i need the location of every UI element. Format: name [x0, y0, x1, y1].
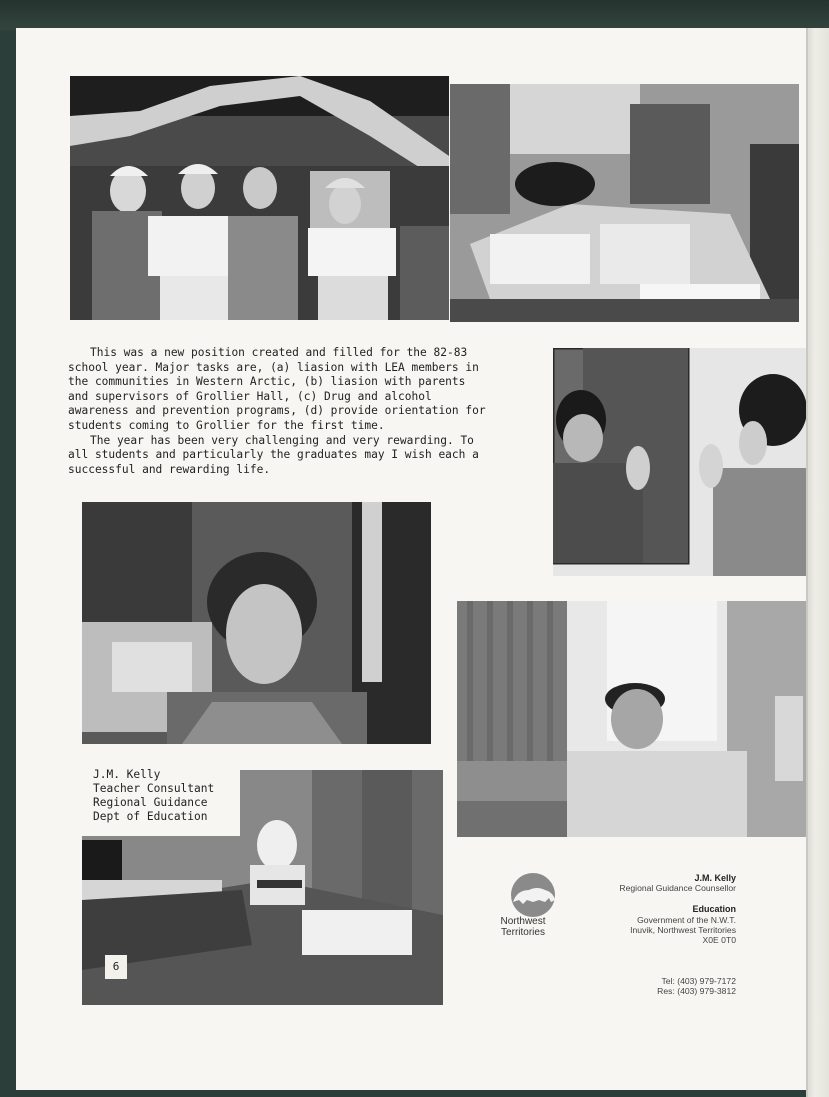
photo-man-by-window [457, 601, 806, 837]
card-res: Res: (403) 979-3812 [657, 986, 736, 996]
caption-title: Teacher Consultant [93, 782, 215, 795]
polar-bear-icon [503, 872, 563, 918]
caption-role: Regional Guidance [93, 796, 208, 809]
article-body [68, 346, 488, 477]
page-edge [806, 28, 829, 1097]
photo-costumed-students [70, 76, 449, 320]
logo-text-line2: Territories [501, 927, 545, 938]
photo-curly-haired-man [82, 502, 431, 744]
card-title: Regional Guidance Counsellor [619, 883, 736, 893]
nwt-logo [478, 870, 568, 940]
photo-caption [80, 766, 240, 836]
logo-text-line1: Northwest [500, 916, 546, 927]
caption-name: J.M. Kelly [93, 768, 161, 781]
photo-office-desk [450, 84, 799, 322]
article-paragraph-1: This was a new position created and filled for the 82-83 school year. Major tasks are, (a) liasion with LEA members in the communities in Western Arctic, (b) liasion with parents and supervisors of Grollier Hall, (c) Drug and alcohol awareness and prevention programs, (d) provide orientation for students coming to Grollier for the first time. [68, 346, 486, 432]
scan-background [0, 0, 829, 30]
caption-dept: Dept of Education [93, 810, 208, 823]
page-number: 6 [105, 955, 127, 979]
card-name [694, 873, 736, 883]
card-name-text: J.M. Kelly [694, 873, 736, 883]
card-dept [692, 904, 736, 914]
card-address-2: X0E 0T0 [702, 935, 736, 945]
photo-boy-mirror [553, 348, 806, 576]
article-paragraph-2: The year has been very challenging and very rewarding. To all students and particularly the graduates may I wish each a successful and rewarding life. [68, 433, 479, 476]
card-address-1: Inuvik, Northwest Territories [630, 925, 736, 935]
card-org: Government of the N.W.T. [637, 915, 736, 925]
card-dept-text: Education [692, 904, 736, 914]
card-tel: Tel: (403) 979-7172 [661, 976, 736, 986]
